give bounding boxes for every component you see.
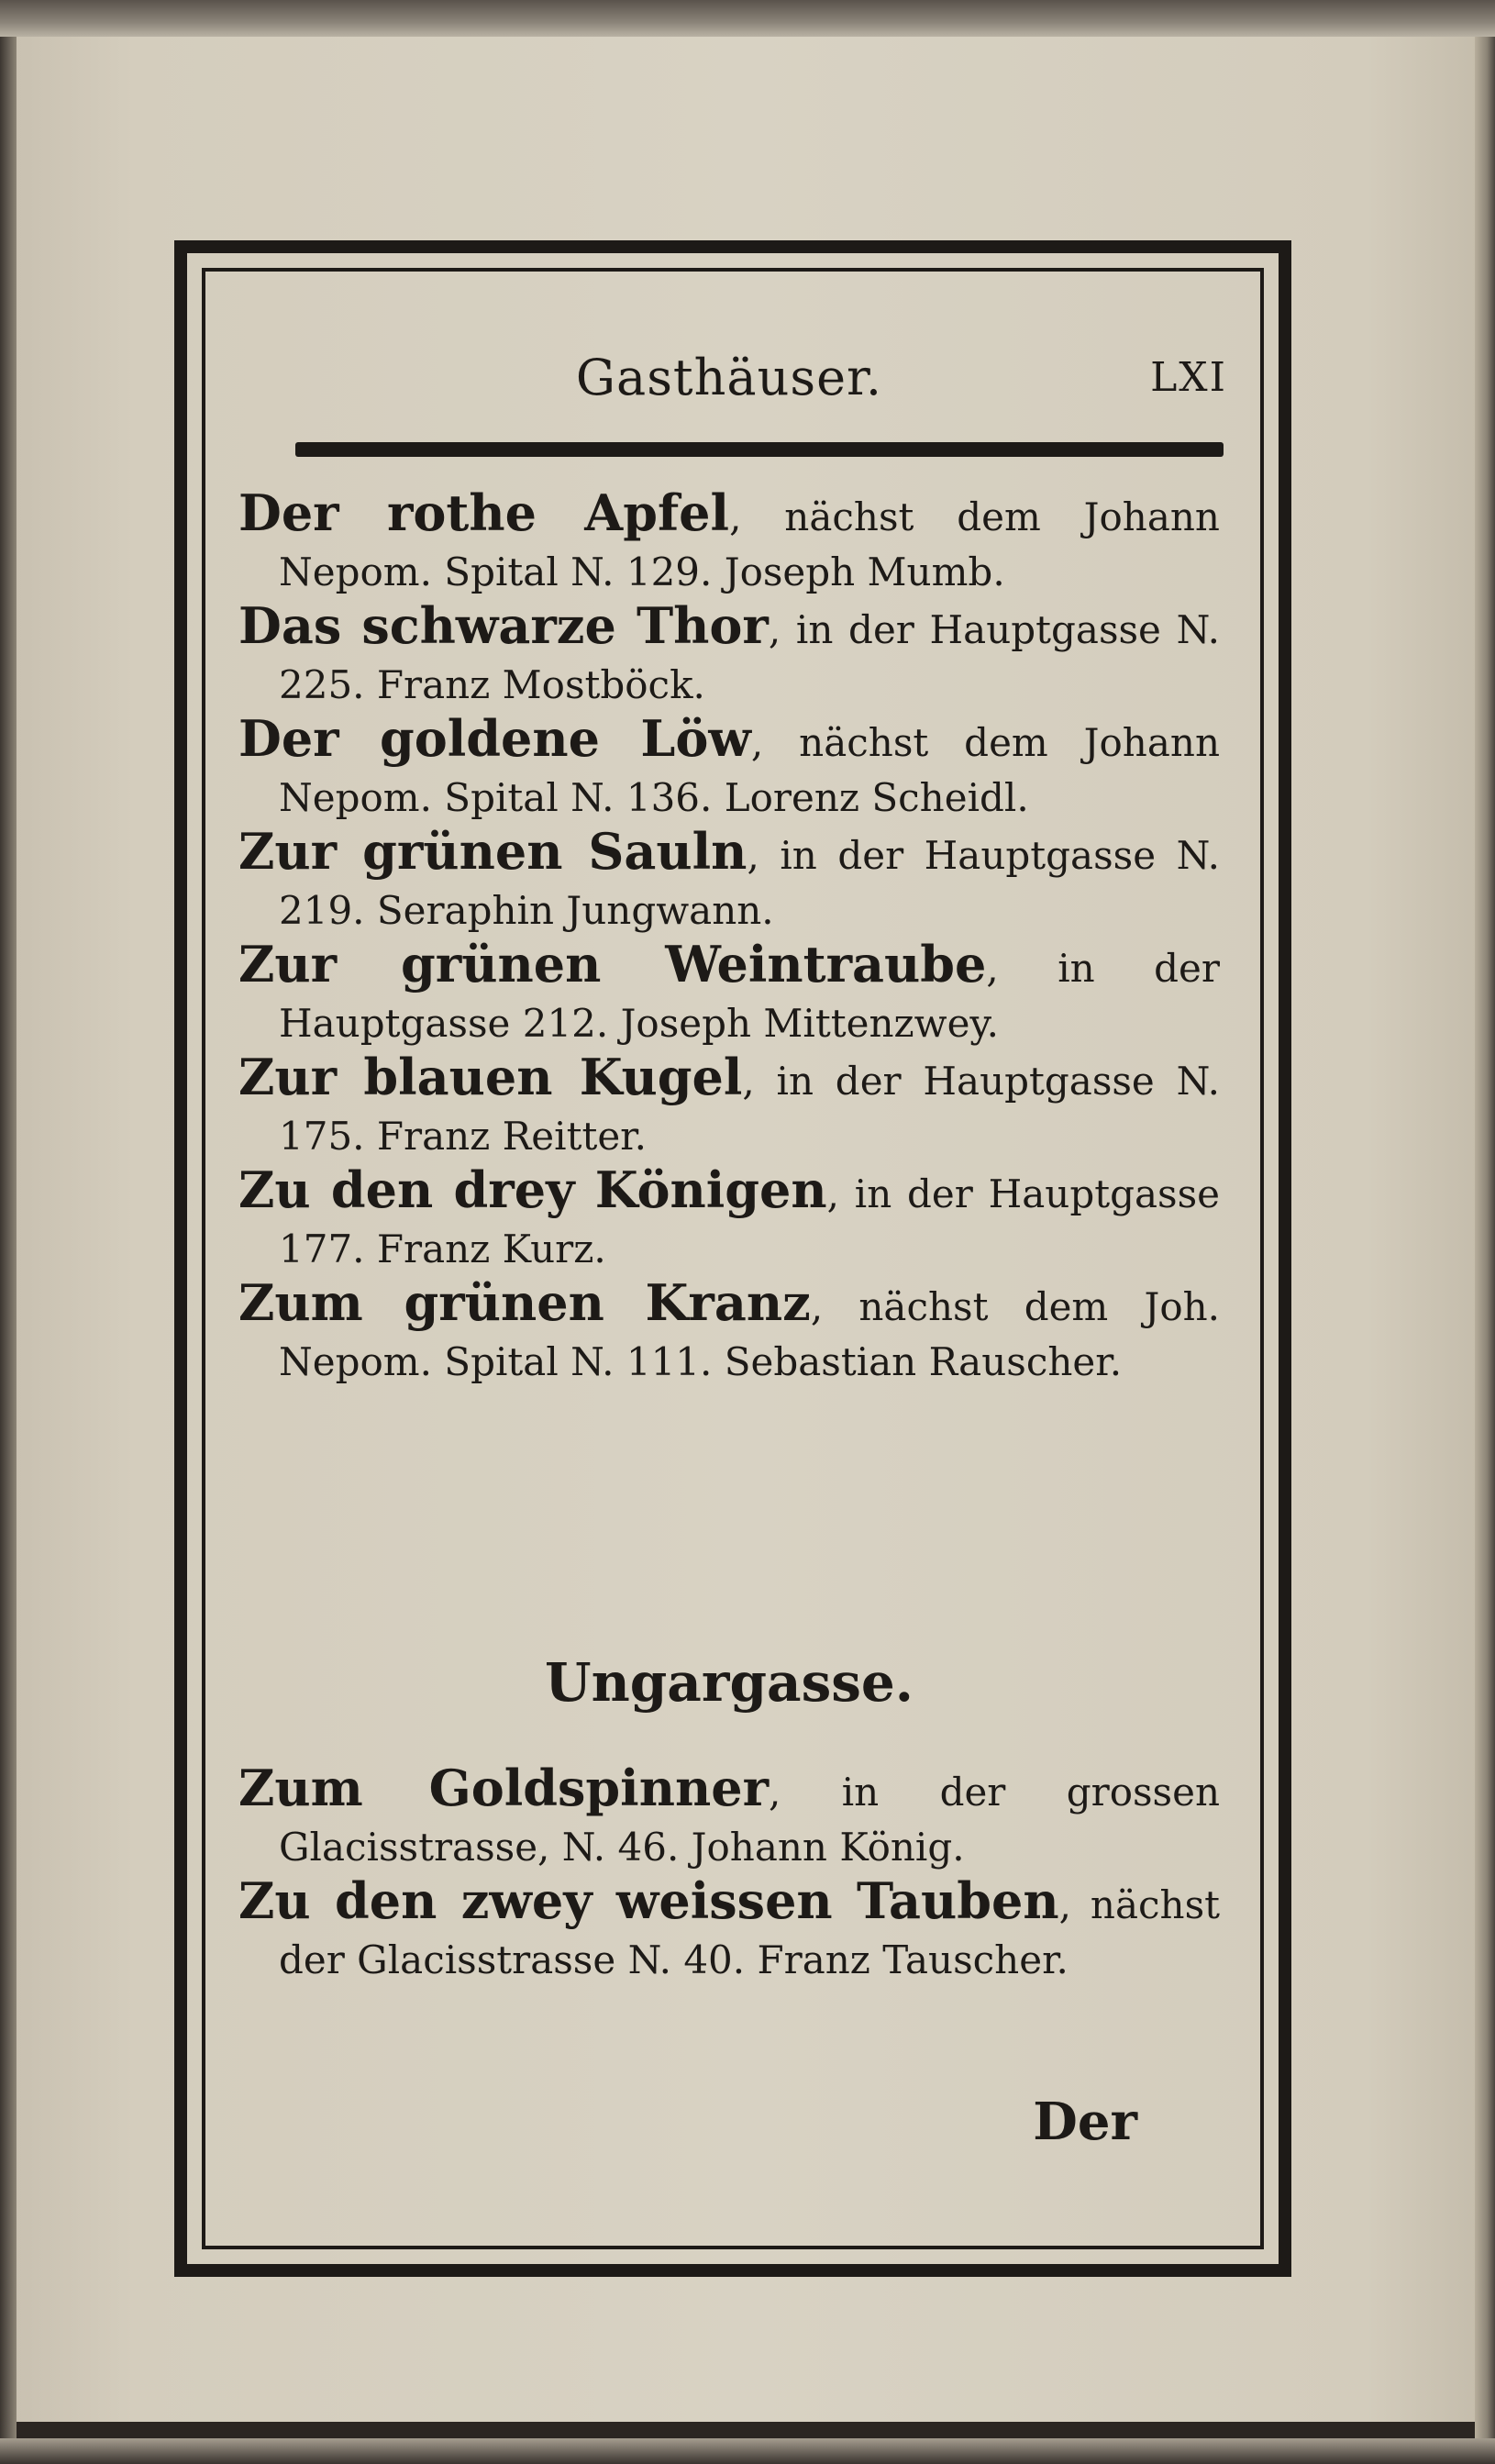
inn-name: Das schwarze Thor bbox=[238, 596, 769, 655]
inn-description: , nächst dem Joh. Nepom. Spital N. 111. Sebastian Rauscher. bbox=[279, 1284, 1221, 1384]
section-heading: Ungargasse. bbox=[545, 1651, 914, 1714]
list-item bbox=[238, 483, 1220, 599]
inn-description: , in der grossen Glacisstrasse, N. 46. Johann König. bbox=[279, 1770, 1220, 1870]
list-item bbox=[238, 822, 1220, 938]
inn-description: , nächst der Glacisstrasse N. 40. Franz Tauscher. bbox=[279, 1882, 1220, 1982]
list-item bbox=[238, 596, 1221, 712]
page-right-edge bbox=[1475, 37, 1495, 2440]
inn-name: Zum grünen Kranz bbox=[238, 1273, 811, 1332]
list-item bbox=[238, 1761, 1220, 1874]
entries-bottom-list bbox=[238, 1761, 1220, 1987]
header-rule bbox=[295, 442, 1224, 457]
list-item bbox=[238, 709, 1220, 825]
inn-description: , in der Hauptgasse N. 175. Franz Reitter. bbox=[279, 1059, 1220, 1159]
list-item bbox=[238, 935, 1220, 1050]
inn-description: , in der Hauptgasse 177. Franz Kurz. bbox=[279, 1171, 1221, 1271]
inn-name: Zu den drey Königen bbox=[238, 1160, 827, 1219]
list-item bbox=[238, 1273, 1221, 1389]
list-item bbox=[238, 1160, 1221, 1276]
page-top-edge bbox=[0, 0, 1495, 37]
inn-name: Zu den zwey weissen Tauben bbox=[238, 1871, 1059, 1930]
page-title: Gasthäuser. bbox=[575, 349, 883, 406]
inn-name: Zur grünen Weintraube bbox=[238, 935, 987, 993]
inn-description: , in der Hauptgasse N. 219. Seraphin Jungwann. bbox=[279, 833, 1220, 933]
list-item bbox=[238, 1871, 1220, 1987]
page-left-edge bbox=[0, 37, 17, 2440]
list-item bbox=[238, 1050, 1220, 1163]
entries-top-list bbox=[238, 483, 1221, 1389]
page-number: LXI bbox=[1150, 354, 1227, 401]
inn-name: Zum Goldspinner bbox=[238, 1759, 770, 1817]
inn-name: Der rothe Apfel bbox=[238, 483, 730, 542]
inn-description: , nächst dem Johann Nepom. Spital N. 129. Joseph Mumb. bbox=[279, 494, 1220, 594]
inn-description: , in der Hauptgasse N. 225. Franz Mostböck. bbox=[279, 607, 1221, 707]
running-head bbox=[220, 349, 1238, 413]
inn-name: Zur blauen Kugel bbox=[238, 1048, 743, 1106]
catchword: Der bbox=[1033, 2092, 1137, 2152]
inn-description: , in der Hauptgasse 212. Joseph Mittenzwey. bbox=[279, 946, 1220, 1046]
inn-name: Der goldene Löw bbox=[238, 709, 751, 768]
inn-name: Zur grünen Sauln bbox=[238, 822, 748, 881]
page-bottom-edge bbox=[0, 2438, 1495, 2464]
inn-description: , nächst dem Johann Nepom. Spital N. 136. Lorenz Scheidl. bbox=[279, 720, 1220, 820]
